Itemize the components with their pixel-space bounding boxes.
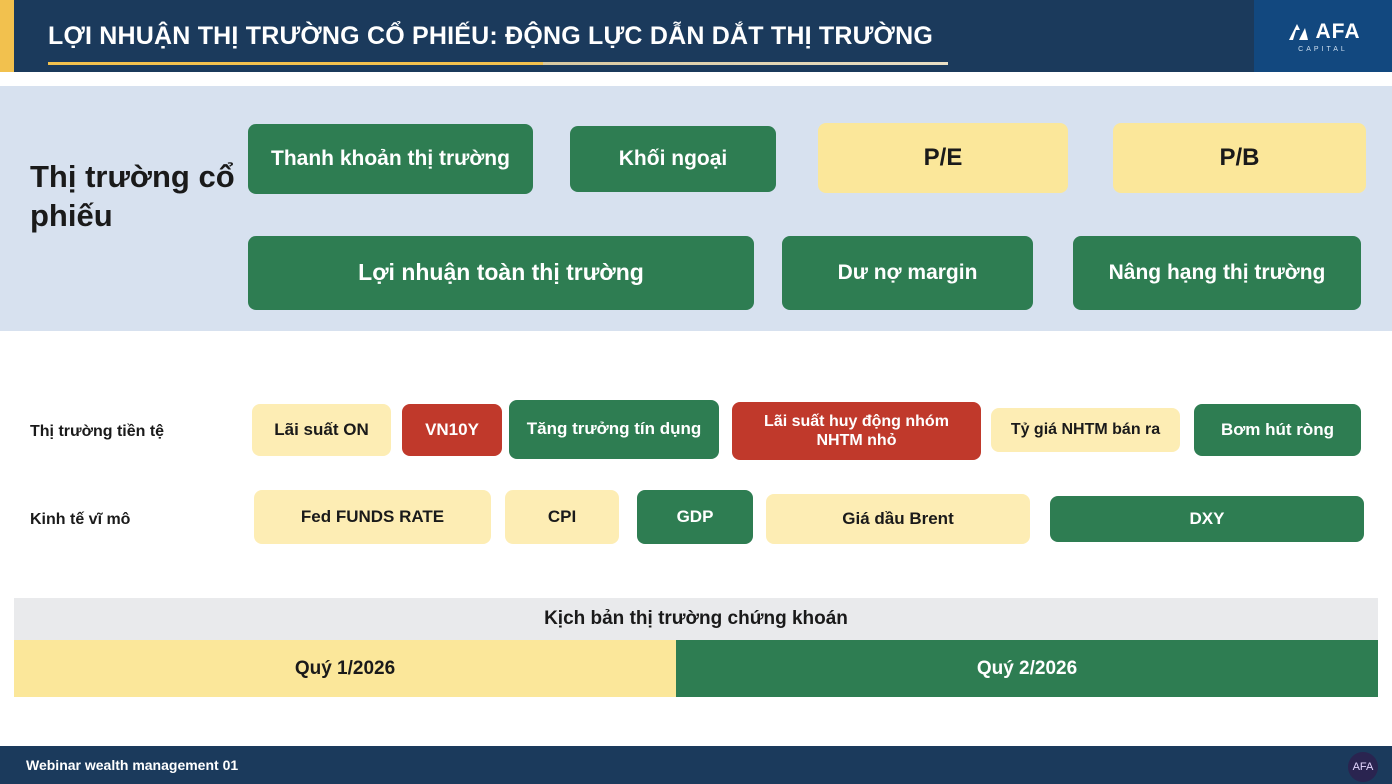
slide-footer (0, 746, 1392, 784)
stock-market-band (0, 86, 1392, 331)
driver-chip: Fed FUNDS RATE (254, 490, 491, 544)
afa-logo-icon (1286, 20, 1310, 44)
driver-chip: P/B (1113, 123, 1366, 193)
footer-text: Webinar wealth management 01 (26, 757, 239, 773)
driver-chip: Lãi suất ON (252, 404, 391, 456)
driver-chip: Nâng hạng thị trường (1073, 236, 1361, 310)
driver-chip: Bơm hút ròng (1194, 404, 1361, 456)
scenario-q1: Quý 1/2026 (14, 640, 676, 697)
driver-chip: Lãi suất huy động nhóm NHTM nhỏ (732, 402, 981, 460)
driver-chip: P/E (818, 123, 1068, 193)
driver-chip: Lợi nhuận toàn thị trường (248, 236, 754, 310)
driver-chip: Tăng trưởng tín dụng (509, 400, 719, 459)
driver-chip: Thanh khoản thị trường (248, 124, 533, 194)
afa-capital-logo (1254, 0, 1392, 72)
footer-logo-badge: AFA (1348, 752, 1378, 782)
header-title-wrap (14, 0, 1254, 72)
driver-chip: DXY (1050, 496, 1364, 542)
driver-chip: VN10Y (402, 404, 502, 456)
driver-chip: Dư nợ margin (782, 236, 1033, 310)
logo-text: AFA (1315, 19, 1361, 43)
scenario-q2: Quý 2/2026 (676, 640, 1378, 697)
logo-row (1286, 20, 1361, 44)
macro-label: Kinh tế vĩ mô (30, 511, 131, 528)
money-market-label: Thị trường tiền tệ (30, 423, 165, 440)
logo-subtext: CAPITAL (1298, 45, 1348, 53)
driver-chip: Giá dầu Brent (766, 494, 1030, 544)
driver-chip: Khối ngoại (570, 126, 776, 192)
stock-market-label: Thị trường cổ phiếu (30, 159, 235, 233)
driver-chip: CPI (505, 490, 619, 544)
scenario-title: Kịch bản thị trường chứng khoán (14, 598, 1378, 640)
title-underline (48, 62, 948, 65)
driver-chip: GDP (637, 490, 753, 544)
driver-chip: Tỷ giá NHTM bán ra (991, 408, 1180, 452)
slide-header (0, 0, 1392, 72)
page-title: LỢI NHUẬN THỊ TRƯỜNG CỔ PHIẾU: ĐỘNG LỰC DẪN DẮT THỊ TRƯỜNG (48, 21, 933, 50)
header-accent-bar (0, 0, 14, 72)
